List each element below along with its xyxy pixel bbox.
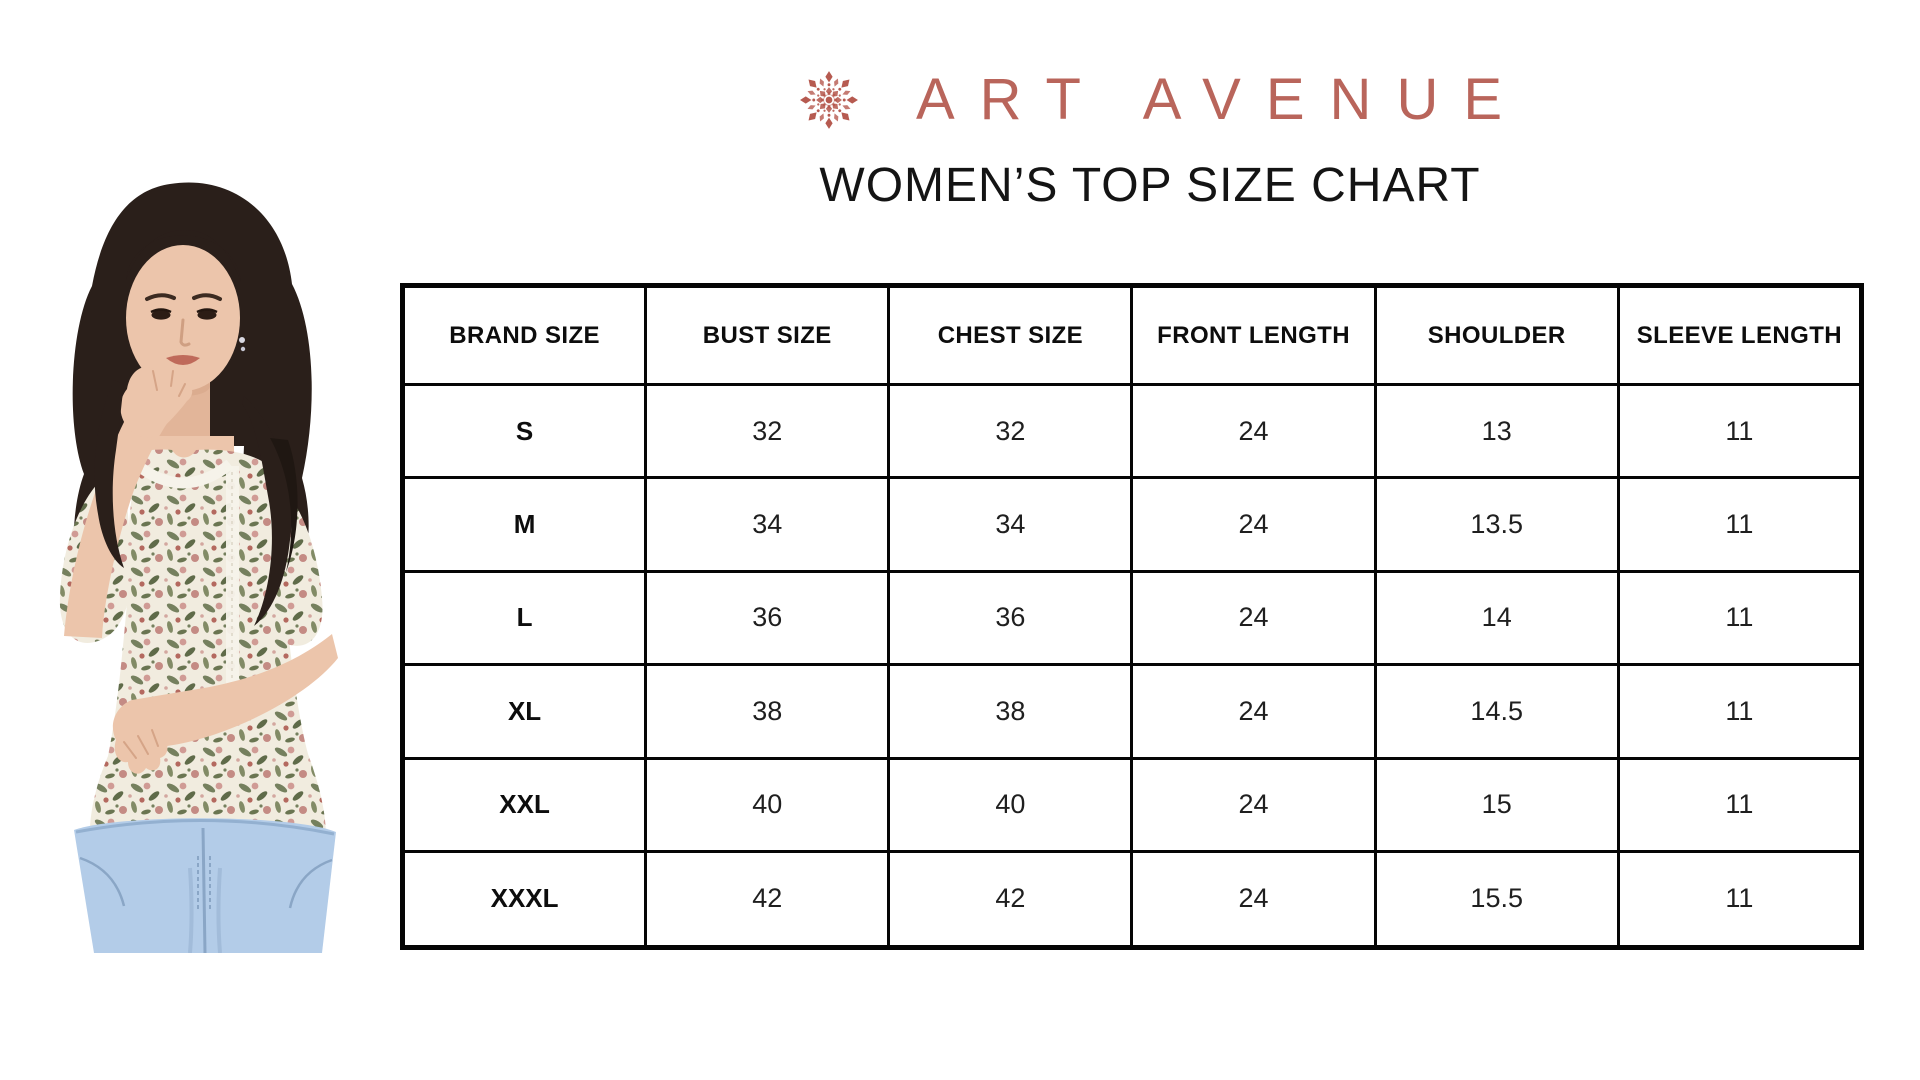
column-header-bust-size: BUST SIZE: [646, 286, 889, 385]
size-label: M: [403, 478, 646, 571]
table-row-m: [403, 478, 1862, 571]
size-table: [400, 283, 1864, 950]
model-photo-illustration: [20, 168, 392, 953]
page-title: WOMEN’S TOP SIZE CHART: [819, 159, 1481, 212]
sleeve-length-value: 11: [1618, 478, 1861, 571]
size-table-section: [400, 283, 1864, 950]
table-row-s: [403, 385, 1862, 478]
chest-value: 38: [889, 665, 1132, 758]
size-label: XXL: [403, 758, 646, 851]
front-length-value: 24: [1132, 758, 1375, 851]
column-header-shoulder: SHOULDER: [1375, 286, 1618, 385]
sleeve-length-value: 11: [1618, 385, 1861, 478]
bust-value: 32: [646, 385, 889, 478]
chest-value: 32: [889, 385, 1132, 478]
column-header-chest-size: CHEST SIZE: [889, 286, 1132, 385]
sleeve-length-value: 11: [1618, 758, 1861, 851]
bust-value: 38: [646, 665, 889, 758]
chest-value: 36: [889, 571, 1132, 664]
table-row-xxxl: [403, 851, 1862, 947]
header-row: [403, 286, 1862, 385]
table-row-l: [403, 571, 1862, 664]
column-header-front-length: FRONT LENGTH: [1132, 286, 1375, 385]
brand-header: [400, 50, 1900, 150]
shoulder-value: 15: [1375, 758, 1618, 851]
size-label: XL: [403, 665, 646, 758]
table-row-xl: [403, 665, 1862, 758]
shoulder-value: 14: [1375, 571, 1618, 664]
chest-value: 34: [889, 478, 1132, 571]
chest-value: 42: [889, 851, 1132, 947]
bust-value: 34: [646, 478, 889, 571]
shoulder-value: 15.5: [1375, 851, 1618, 947]
brand-name: ART AVENUE: [915, 67, 1528, 132]
bust-value: 36: [646, 571, 889, 664]
front-length-value: 24: [1132, 665, 1375, 758]
bust-value: 42: [646, 851, 889, 947]
brand-mandala-rosette-icon: [798, 69, 860, 131]
shoulder-value: 13.5: [1375, 478, 1618, 571]
sleeve-length-value: 11: [1618, 571, 1861, 664]
size-label: XXXL: [403, 851, 646, 947]
front-length-value: 24: [1132, 385, 1375, 478]
table-row-xxl: [403, 758, 1862, 851]
column-header-sleeve-length: SLEEVE LENGTH: [1618, 286, 1861, 385]
sleeve-length-value: 11: [1618, 851, 1861, 947]
front-length-value: 24: [1132, 571, 1375, 664]
shoulder-value: 14.5: [1375, 665, 1618, 758]
chest-value: 40: [889, 758, 1132, 851]
bust-value: 40: [646, 758, 889, 851]
size-label: S: [403, 385, 646, 478]
front-length-value: 24: [1132, 851, 1375, 947]
sleeve-length-value: 11: [1618, 665, 1861, 758]
model-photo: [20, 168, 392, 953]
front-length-value: 24: [1132, 478, 1375, 571]
column-header-brand-size: BRAND SIZE: [403, 286, 646, 385]
size-label: L: [403, 571, 646, 664]
shoulder-value: 13: [1375, 385, 1618, 478]
